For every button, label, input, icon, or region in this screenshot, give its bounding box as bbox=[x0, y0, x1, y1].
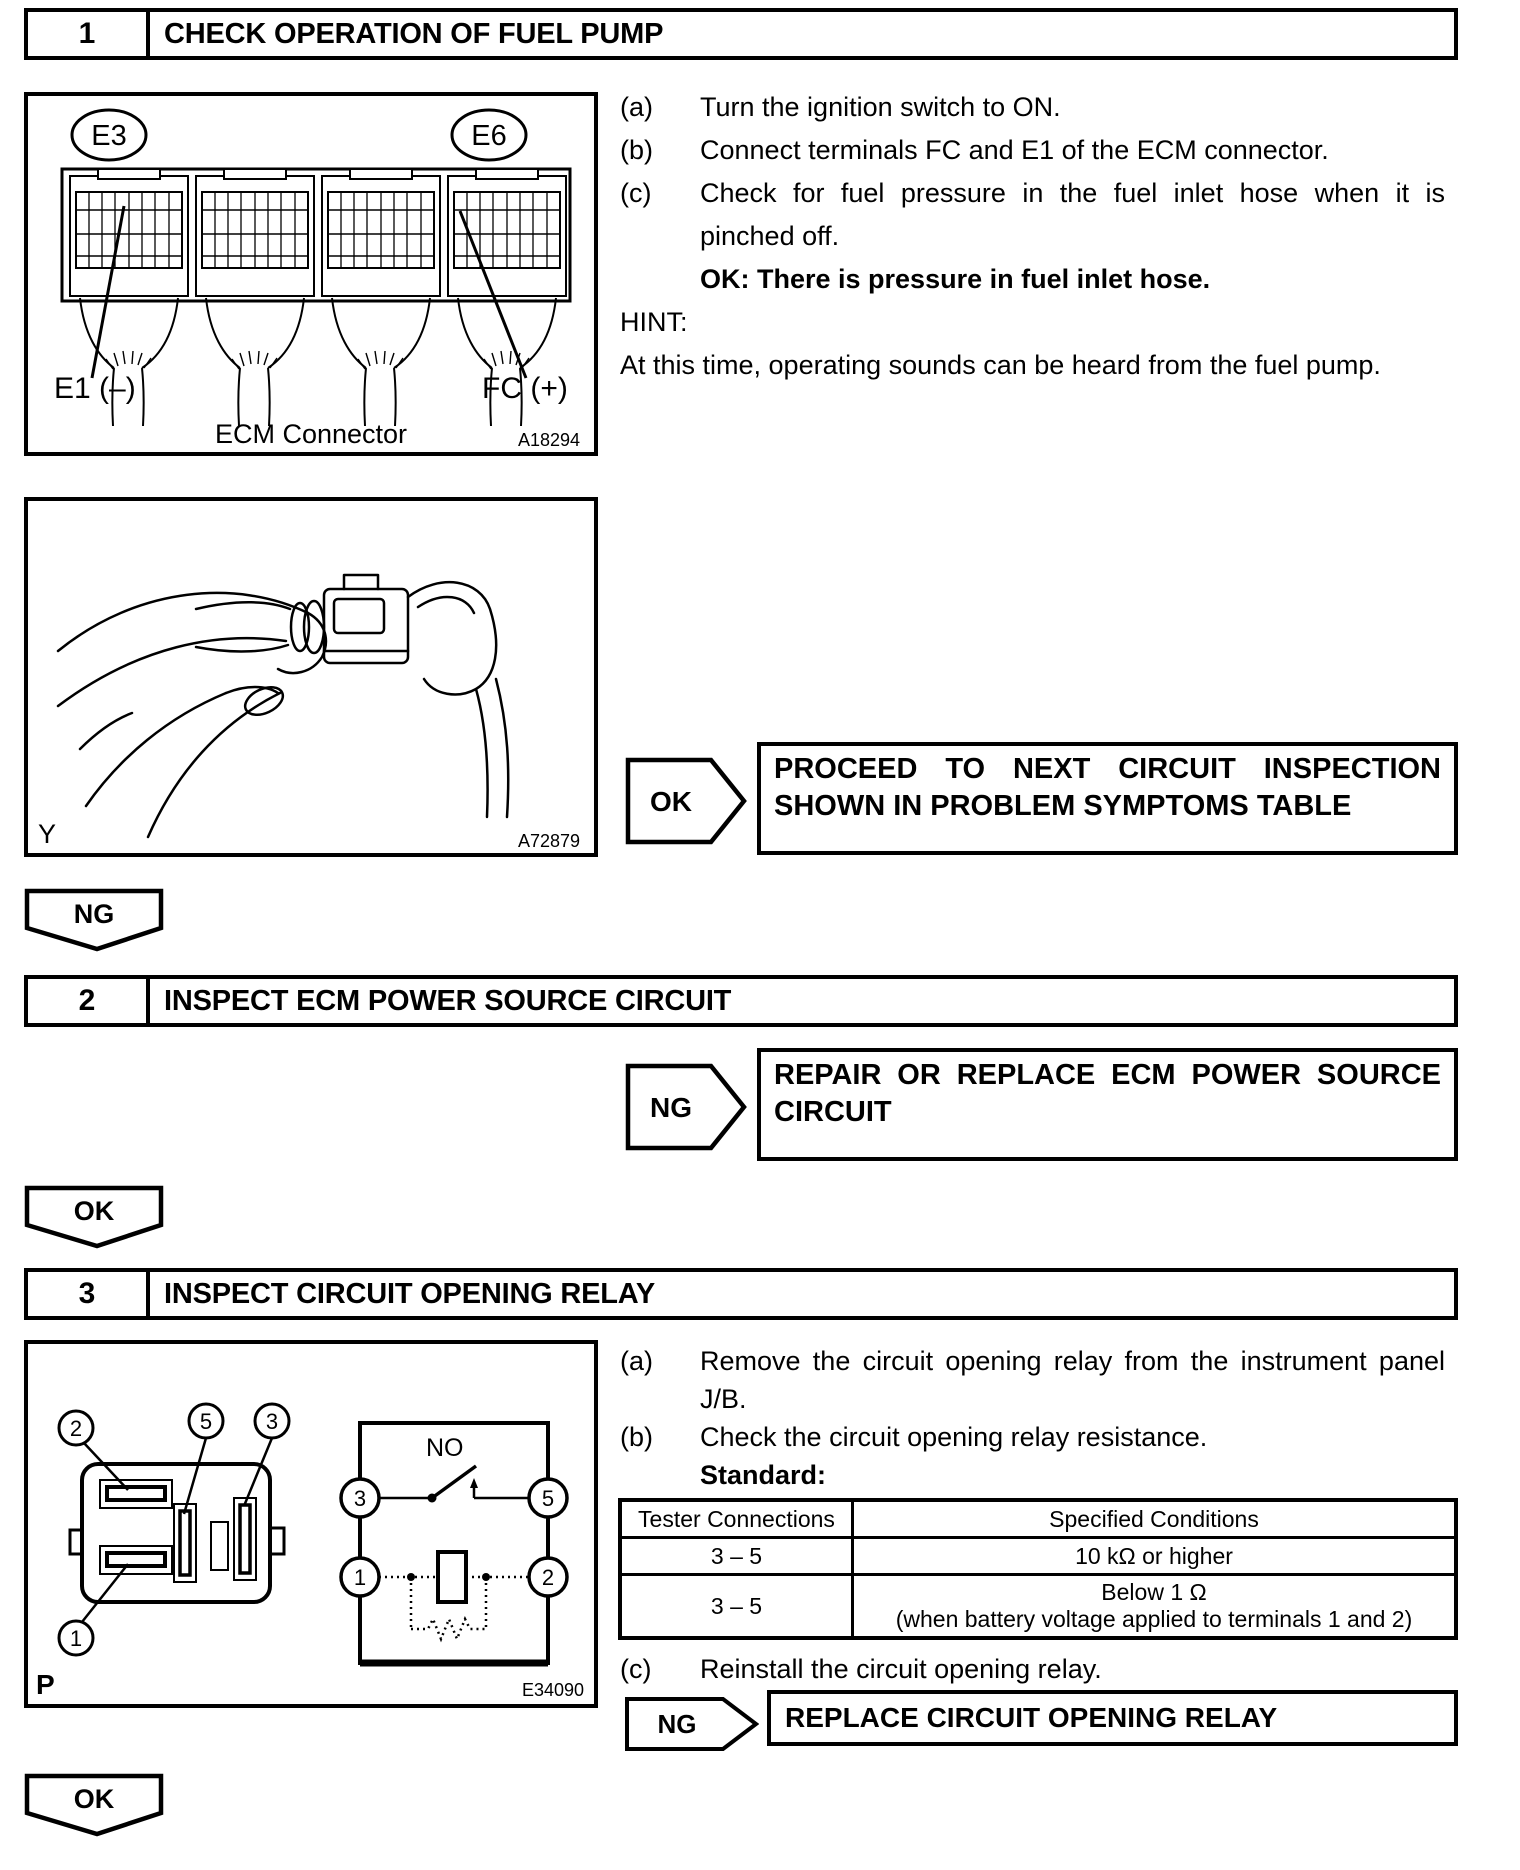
ok-result-label: OK bbox=[73, 1196, 115, 1226]
figure-pinched-hose bbox=[24, 497, 598, 857]
section-1-number: 1 bbox=[28, 12, 150, 56]
e1-terminal-label: E1 (–) bbox=[54, 372, 136, 405]
step-row bbox=[620, 129, 1458, 172]
condition-line-2: (when battery voltage applied to terminals 1 and 2) bbox=[895, 1606, 1413, 1632]
fc-terminal-label: FC (+) bbox=[482, 372, 568, 405]
figure-code: A18294 bbox=[517, 430, 580, 450]
schematic-terminal-2: 2 bbox=[541, 1565, 555, 1590]
step-row bbox=[620, 172, 1458, 258]
schematic-terminal-1: 1 bbox=[353, 1565, 367, 1590]
step-label: (b) bbox=[620, 135, 653, 165]
section-3-number: 3 bbox=[28, 1272, 150, 1316]
step-row bbox=[620, 86, 1458, 129]
ng-arrow-label: NG bbox=[650, 1092, 692, 1123]
ok-arrow-label: OK bbox=[650, 786, 692, 817]
section-3-steps bbox=[620, 1342, 1458, 1494]
step-row bbox=[620, 1418, 1458, 1456]
figure-relay bbox=[24, 1340, 598, 1708]
figure-ecm-connector bbox=[24, 92, 598, 456]
schematic-terminal-5: 5 bbox=[541, 1486, 555, 1511]
normally-open-label: NO bbox=[426, 1434, 464, 1462]
section-2-header bbox=[24, 975, 1458, 1027]
connector-body bbox=[62, 169, 570, 301]
ng-arrow-badge bbox=[625, 1063, 747, 1151]
step-text: Remove the circuit opening relay from the instrument panel J/B. bbox=[700, 1346, 1445, 1414]
step-label: (a) bbox=[620, 92, 653, 122]
standard-label: Standard: bbox=[700, 1460, 827, 1490]
action-line-1: REPLACE CIRCUIT OPENING RELAY bbox=[785, 1702, 1278, 1733]
relay-resistance-table bbox=[618, 1498, 1458, 1640]
table-cell-condition: 10 kΩ or higher bbox=[854, 1539, 1454, 1576]
callout-1: 1 bbox=[69, 1626, 83, 1651]
step-label: (b) bbox=[620, 1422, 653, 1452]
ng-result-label: NG bbox=[73, 899, 115, 929]
hint-label: HINT: bbox=[620, 307, 688, 337]
figure-code: E34090 bbox=[521, 1680, 584, 1700]
ng-arrow-label: NG bbox=[657, 1709, 697, 1739]
section-1-header bbox=[24, 8, 1458, 60]
section-3-header bbox=[24, 1268, 1458, 1320]
table-cell-connection: 3 – 5 bbox=[622, 1539, 854, 1576]
callout-2: 2 bbox=[69, 1416, 83, 1441]
repair-action-box bbox=[757, 1048, 1458, 1161]
step-text: Turn the ignition switch to ON. bbox=[700, 92, 1061, 122]
hint-text: At this time, operating sounds can be heard from the fuel pump. bbox=[620, 350, 1381, 380]
step-label: (a) bbox=[620, 1346, 653, 1376]
action-line-1: REPAIR OR REPLACE ECM POWER SOURCE bbox=[774, 1059, 1441, 1091]
section-1-title: CHECK OPERATION OF FUEL PUMP bbox=[164, 17, 664, 50]
section-1-steps bbox=[620, 86, 1458, 387]
schematic-terminal-3: 3 bbox=[353, 1486, 367, 1511]
ng-result-badge bbox=[24, 888, 164, 954]
step-text: Check for fuel pressure in the fuel inlet hose when it is pinched off. bbox=[700, 178, 1445, 251]
ecm-connector-drawing bbox=[28, 96, 594, 452]
step-row bbox=[620, 1342, 1458, 1418]
proceed-action-box bbox=[757, 742, 1458, 855]
action-line-1: PROCEED TO NEXT CIRCUIT INSPECTION bbox=[774, 753, 1441, 785]
section-3-title: INSPECT CIRCUIT OPENING RELAY bbox=[164, 1277, 656, 1310]
step-label: (c) bbox=[620, 1654, 652, 1684]
figure-corner-mark: Y bbox=[38, 819, 57, 849]
ng-arrow-badge-small bbox=[625, 1697, 759, 1751]
callout-3: 3 bbox=[265, 1409, 279, 1434]
ok-arrow-badge bbox=[625, 757, 747, 845]
condition-line-1: Below 1 Ω bbox=[1101, 1579, 1207, 1605]
step-text: Reinstall the circuit opening relay. bbox=[700, 1654, 1102, 1684]
figure-corner-mark: P bbox=[36, 1669, 55, 1700]
section-2-title: INSPECT ECM POWER SOURCE CIRCUIT bbox=[164, 984, 732, 1017]
table-cell-condition bbox=[854, 1576, 1454, 1636]
table-header-conditions: Specified Conditions bbox=[854, 1502, 1454, 1539]
figure-caption: ECM Connector bbox=[214, 419, 408, 449]
step-text: Check the circuit opening relay resistance. bbox=[700, 1422, 1208, 1452]
ok-result-badge-bottom bbox=[24, 1773, 164, 1839]
table-header-connections: Tester Connections bbox=[622, 1502, 854, 1539]
action-line-2: CIRCUIT bbox=[774, 1096, 892, 1128]
pinched-hose-drawing bbox=[28, 501, 594, 853]
table-cell-connection: 3 – 5 bbox=[622, 1576, 854, 1636]
callout-5: 5 bbox=[199, 1409, 213, 1434]
relay-drawing bbox=[28, 1344, 594, 1704]
figure-code: A72879 bbox=[517, 831, 580, 851]
action-line-2: SHOWN IN PROBLEM SYMPTOMS TABLE bbox=[774, 790, 1352, 822]
ok-result-badge bbox=[24, 1185, 164, 1251]
step-c-row bbox=[620, 1650, 1458, 1688]
e6-tag-label: E6 bbox=[471, 120, 507, 152]
section-2-number: 2 bbox=[28, 979, 150, 1023]
ok-result-label: OK bbox=[73, 1784, 115, 1814]
e3-tag-label: E3 bbox=[91, 120, 127, 152]
step-text: Connect terminals FC and E1 of the ECM connector. bbox=[700, 135, 1329, 165]
replace-action-box bbox=[767, 1690, 1458, 1746]
ok-specification: OK: There is pressure in fuel inlet hose. bbox=[700, 264, 1211, 294]
step-label: (c) bbox=[620, 178, 652, 208]
